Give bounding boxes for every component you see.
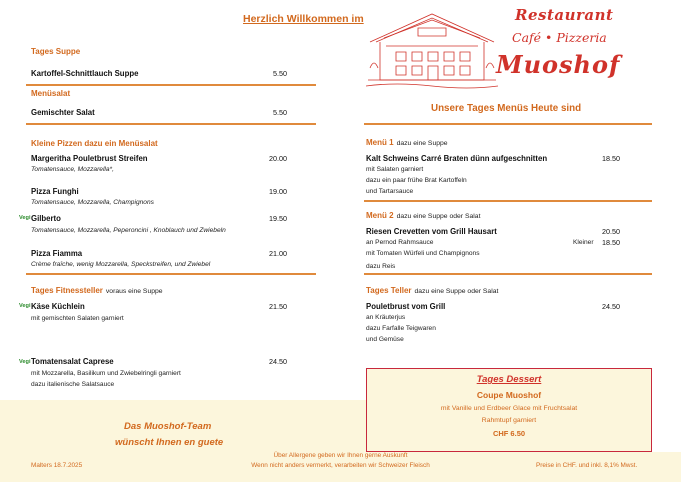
teller-item: Pouletbrust vom Grill — [366, 302, 446, 311]
pizza-name: Pizza Fiamma — [31, 249, 83, 258]
tages-suppe-title: Tages Suppe — [31, 47, 81, 56]
fitness-item-desc: mit gemischten Salaten garniert — [31, 315, 124, 322]
pizza-desc: Tomatensauce, Mozzarella*, — [31, 166, 114, 173]
menu2-title-text: Menü 2 — [366, 211, 394, 220]
fitness-item-price: 24.50 — [269, 357, 287, 366]
pizza-desc: Tomatensauce, Mozzarella, Champignons — [31, 199, 154, 206]
allergy-note: Über Allergene geben wir Ihnen gerne Auskunft — [273, 452, 408, 459]
teller-line: dazu Farfalle Teigwaren — [366, 325, 436, 332]
fitness-title — [31, 286, 163, 295]
brand-muoshof: Muoshof — [496, 50, 621, 79]
divider — [364, 123, 652, 125]
team-line1: Das Muoshof-Team — [124, 421, 212, 432]
pizza-price: 19.00 — [269, 187, 287, 196]
pizza-price: 21.00 — [269, 249, 287, 258]
dessert-price: CHF 6.50 — [492, 429, 526, 438]
menu1-price: 18.50 — [602, 154, 620, 163]
menu2-subtitle: dazu eine Suppe oder Salat — [396, 213, 481, 220]
fitness-subtitle: voraus eine Suppe — [105, 288, 163, 295]
menu1-item: Kalt Schweins Carré Braten dünn aufgeschnitten — [366, 154, 548, 163]
menu1-title-text: Menü 1 — [366, 138, 394, 147]
teller-subtitle: dazu eine Suppe oder Salat — [414, 288, 499, 295]
menusalat-title: Menüsalat — [31, 89, 71, 98]
tages-suppe-price: 5.50 — [273, 69, 287, 78]
vegi-badge: Vegi — [19, 215, 31, 221]
teller-line: und Gemüse — [366, 336, 404, 343]
fitness-item-desc: mit Mozzarella, Basilikum und Zwiebelringli garniert — [31, 370, 181, 377]
date-location: Malters 18.7.2025 — [31, 462, 83, 469]
welcome-heading: Herzlich Willkommen im — [243, 13, 364, 25]
price-note: Preise in CHF. und inkl. 8,1% Mwst. — [536, 462, 638, 469]
menu2-line: mit Tomaten Würfeli und Champignons — [366, 250, 480, 257]
menu1-subtitle: dazu eine Suppe — [396, 140, 448, 147]
dessert-item: Coupe Muoshof — [476, 390, 542, 400]
menu2-item: Riesen Crevetten vom Grill Hausart — [366, 227, 497, 236]
pizza-name: Margeritha Pouletbrust Streifen — [31, 154, 148, 163]
pizza-desc: Tomatensauce, Mozzarella, Peperoncini , Knoblauch und Zwiebeln — [31, 227, 226, 234]
divider — [364, 273, 652, 275]
brand-cafe-pizzeria: Café • Pizzeria — [512, 30, 607, 45]
brand-restaurant: Restaurant — [515, 6, 614, 24]
dessert-line: Rahmtupf garniert — [481, 417, 537, 424]
tages-suppe-item: Kartoffel-Schnittlauch Suppe — [31, 69, 139, 78]
menusalat-price: 5.50 — [273, 108, 287, 117]
menu1-line: mit Salaten garniert — [366, 166, 424, 173]
pizzen-title: Kleine Pizzen dazu ein Menüsalat — [31, 139, 158, 148]
menu1-title — [366, 138, 448, 147]
fitness-item-name: Tomatensalat Caprese — [31, 357, 114, 366]
fitness-item-price: 21.50 — [269, 302, 287, 311]
dessert-line: mit Vanille und Erdbeer Glace mit Fruchtsalat — [440, 405, 578, 412]
dessert-title: Tages Dessert — [476, 374, 542, 385]
menu1-line: und Tartarsauce — [366, 188, 414, 195]
teller-price: 24.50 — [602, 302, 620, 311]
pizza-name: Pizza Funghi — [31, 187, 79, 196]
farmhouse-illustration-icon — [366, 8, 498, 90]
divider — [26, 84, 316, 86]
vegi-badge: Vegi — [19, 359, 31, 365]
menu1-line: dazu ein paar frühe Brat Kartoffeln — [366, 177, 467, 184]
team-line2: wünscht Ihnen en guete — [115, 437, 224, 448]
pizza-price: 20.00 — [269, 154, 287, 163]
pizza-desc: Crème fraîche, wenig Mozzarella, Speckstreifen, und Zwiebel — [31, 261, 211, 268]
fitness-title-text: Tages Fitnessteller — [31, 286, 103, 295]
teller-line: an Kräuterjus — [366, 314, 406, 321]
divider — [26, 273, 316, 275]
menu2-line: dazu Reis — [366, 263, 396, 270]
menu2-line: an Pernod Rahmsauce — [366, 239, 434, 246]
tages-menus-headline: Unsere Tages Menüs Heute sind — [431, 103, 582, 114]
menu2-small-price: 18.50 — [602, 238, 620, 247]
teller-title-text: Tages Teller — [366, 286, 412, 295]
menusalat-item: Gemischter Salat — [31, 108, 95, 117]
divider — [364, 200, 652, 202]
fitness-item-name: Käse Küchlein — [31, 302, 85, 311]
meat-origin-note: Wenn nicht anders vermerkt, verarbeiten wir Schweizer Fleisch — [251, 462, 430, 469]
vegi-badge: Vegi — [19, 303, 31, 309]
menu2-small-label: Kleiner — [573, 239, 594, 246]
fitness-item-desc: dazu italienische Salatsauce — [31, 381, 115, 388]
menu2-price: 20.50 — [602, 227, 620, 236]
pizza-price: 19.50 — [269, 214, 287, 223]
menu2-title — [366, 211, 480, 220]
pizza-name: Gilberto — [31, 214, 61, 223]
teller-title — [366, 286, 498, 295]
divider — [26, 123, 316, 125]
dessert-box — [366, 368, 652, 452]
